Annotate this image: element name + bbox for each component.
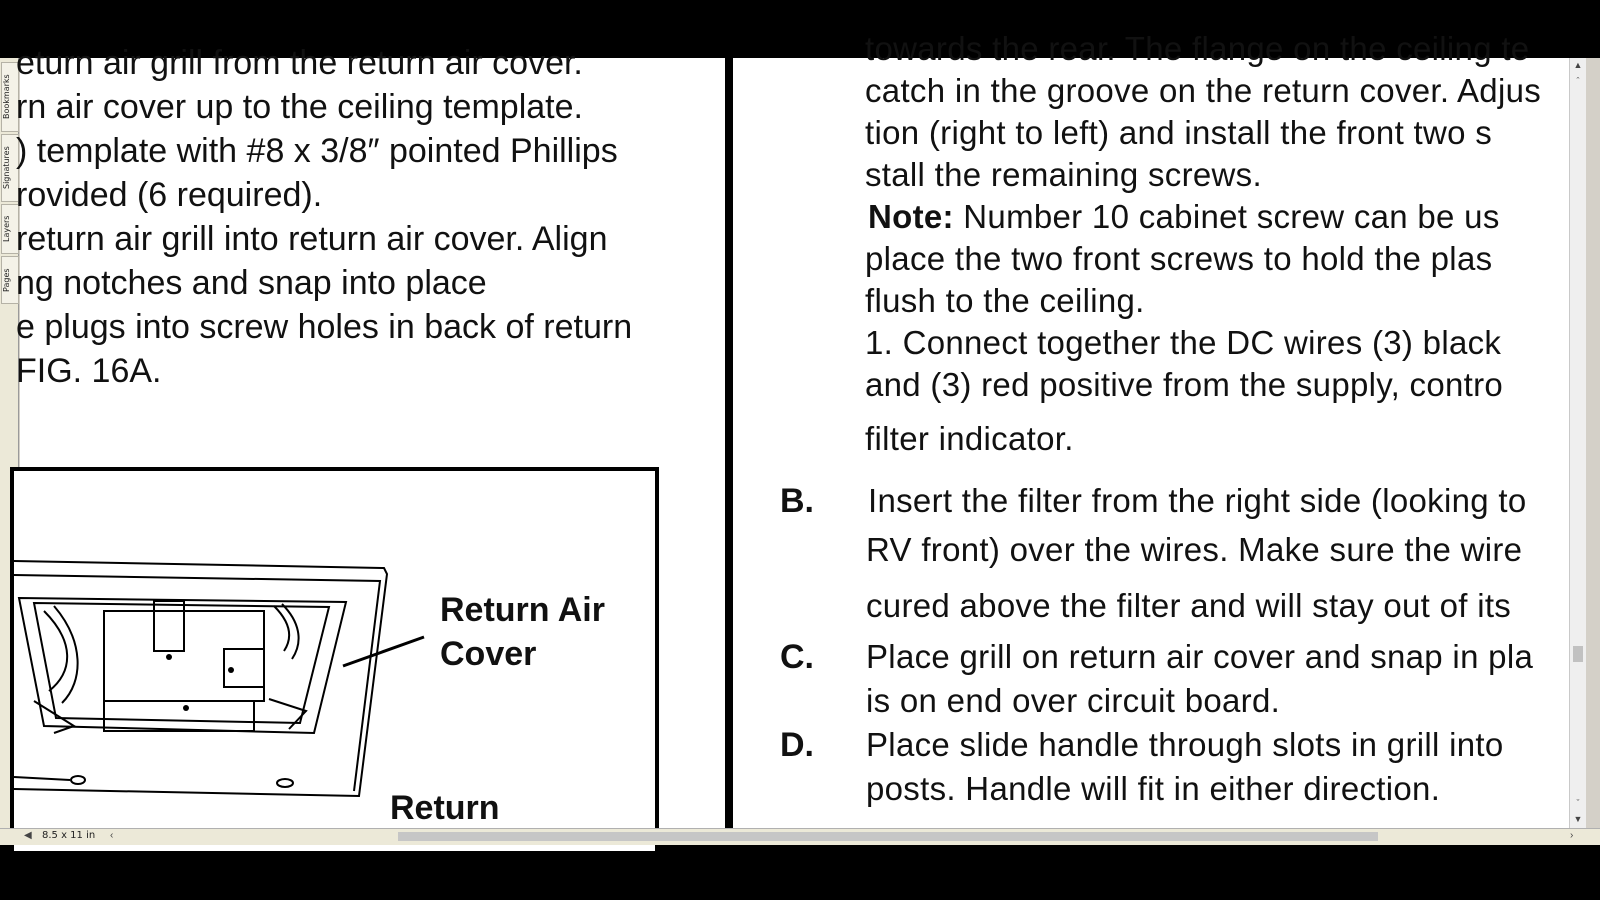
scroll-right-icon[interactable]: ›: [1570, 830, 1574, 841]
right-text-line: towards the rear. The flange on the ceiling te: [865, 30, 1530, 67]
vertical-scrollbar[interactable]: [1569, 58, 1586, 828]
left-text-line: FIG. 16A.: [16, 352, 162, 390]
right-text-line: flush to the ceiling.: [865, 282, 1145, 319]
item-label: B.: [780, 482, 814, 520]
layers-tab[interactable]: Layers: [1, 204, 19, 254]
scroll-up-button[interactable]: ▲: [1573, 60, 1583, 70]
item-line: RV front) over the wires. Make sure the wire: [866, 531, 1523, 568]
scroll-down-button[interactable]: ▼: [1573, 814, 1583, 824]
figure-box: [10, 467, 659, 855]
item-line: Place slide handle through slots in grill into: [866, 726, 1504, 763]
item-line: cured above the filter and will stay out of its: [866, 587, 1512, 624]
item-label: C.: [780, 638, 814, 676]
left-text-line: ng notches and snap into place: [16, 264, 487, 302]
pdf-viewer: [0, 30, 1600, 844]
bookmarks-tab[interactable]: Bookmarks: [1, 62, 19, 132]
note-label: Note:: [868, 198, 954, 235]
left-text-line: return air grill into return air cover. Align: [16, 220, 608, 258]
note-line: [868, 198, 1500, 236]
left-text-line: eturn air grill from the return air cover.: [16, 44, 583, 82]
right-text-line: tion (right to left) and install the front two s: [865, 114, 1493, 151]
vertical-scroll-thumb[interactable]: [1573, 646, 1583, 662]
document-page: [16, 30, 1586, 828]
note-text: Number 10 cabinet screw can be us: [953, 198, 1500, 235]
signatures-tab[interactable]: Signatures: [1, 134, 19, 202]
panel-toggle-icon[interactable]: ◀: [24, 830, 32, 841]
pages-tab[interactable]: Pages: [1, 256, 19, 304]
right-text-line: stall the remaining screws.: [865, 156, 1262, 193]
horizontal-scroll-thumb[interactable]: [398, 832, 1378, 841]
left-text-line: rn air cover up to the ceiling template.: [16, 88, 583, 126]
step-line: and (3) red positive from the supply, contro: [865, 366, 1504, 403]
step-line: 1. Connect together the DC wires (3) black: [865, 324, 1502, 361]
item-line: posts. Handle will fit in either direction.: [866, 770, 1441, 807]
page-size-label: 8.5 x 11 in: [42, 830, 96, 841]
left-text-line: rovided (6 required).: [16, 176, 323, 214]
left-text-line: e plugs into screw holes in back of return: [16, 308, 633, 346]
return-air-cover-illustration: [14, 471, 655, 851]
scroll-down-small-icon[interactable]: ˇ: [1576, 798, 1580, 808]
right-text-line: place the two front screws to hold the plas: [865, 240, 1493, 277]
scroll-left-icon[interactable]: ‹: [110, 830, 114, 841]
left-text-line: ) template with #8 x 3/8″ pointed Phillips: [16, 132, 618, 170]
item-line: Place grill on return air cover and snap in pla: [866, 638, 1534, 675]
item-line: is on end over circuit board.: [866, 682, 1281, 719]
right-text-line: catch in the groove on the return cover. Adjus: [865, 72, 1542, 109]
scroll-up-small-icon[interactable]: ˆ: [1576, 76, 1580, 86]
item-label: D.: [780, 726, 814, 764]
item-line: Insert the filter from the right side (looking to: [868, 482, 1527, 519]
step-line: filter indicator.: [865, 420, 1074, 457]
figure-label-line: Cover: [440, 635, 537, 673]
status-bar: [0, 828, 1600, 845]
column-divider: [725, 58, 733, 828]
figure-label-line: Return Air: [440, 591, 605, 629]
figure-label-return: Return: [390, 789, 500, 827]
